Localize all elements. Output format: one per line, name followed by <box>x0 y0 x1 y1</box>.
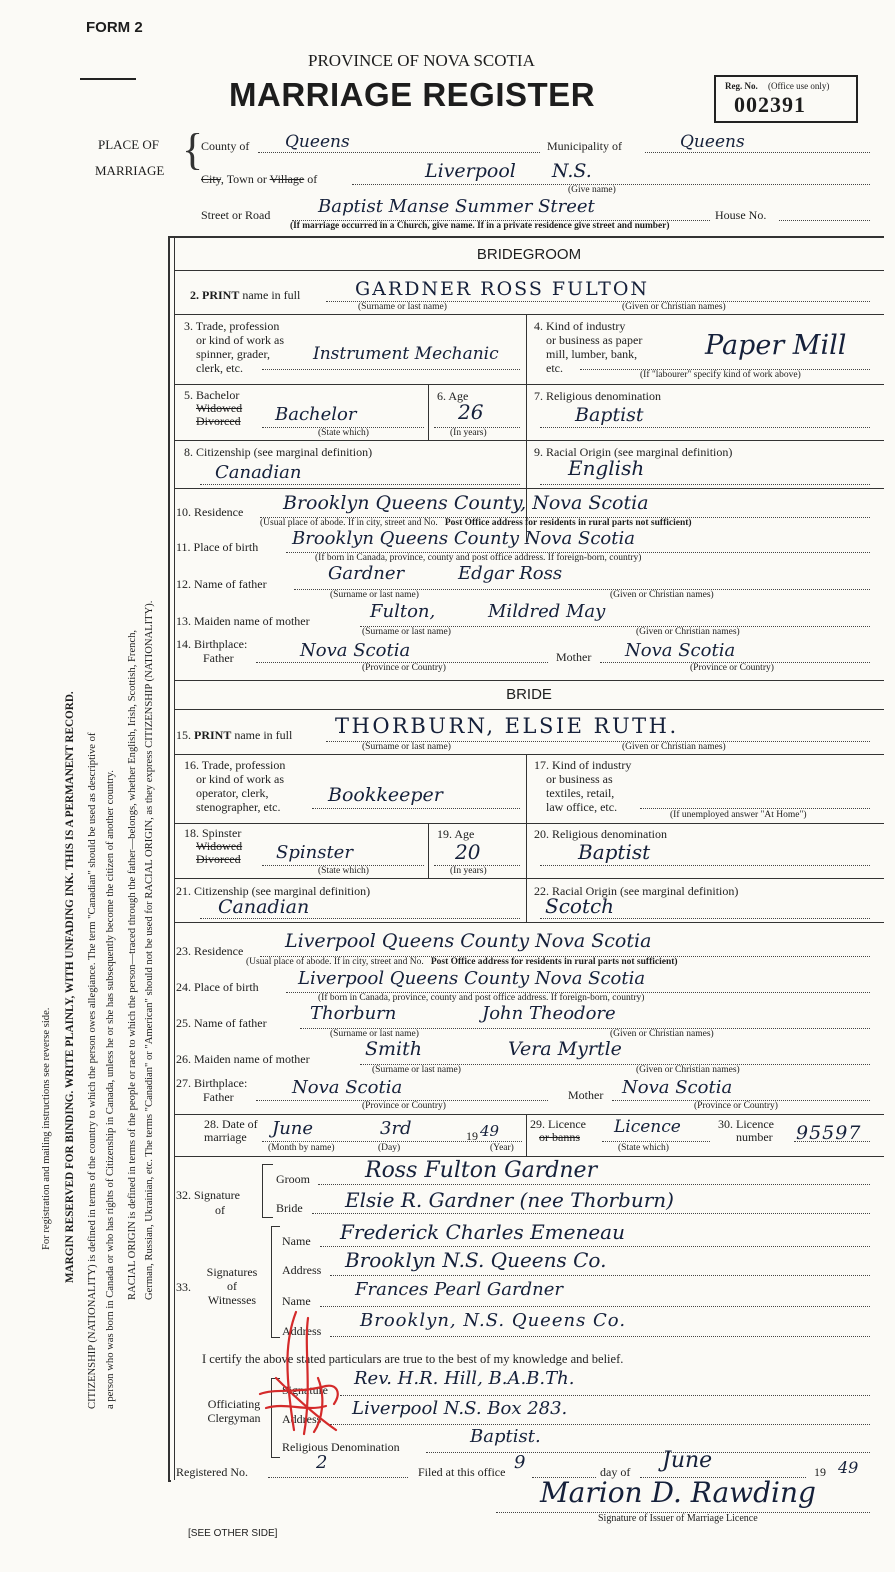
groom-status: Bachelor <box>275 404 357 425</box>
groom-industry: Paper Mill <box>705 330 847 361</box>
margin-racial-2: German, Russian, Ukrainian, etc. The terms "Canadian" or "American" should not be used for RACIAL ORIGIN, as they express CITIZENSHIP (NATIONALITY). <box>144 600 155 1300</box>
place-label-2: MARRIAGE <box>95 163 165 178</box>
groom-residence-note: (Usual place of abode. If in city, street and No. Post Office address for residents in rural parts not sufficient) <box>260 518 692 528</box>
day-caption: (Day) <box>378 1143 401 1153</box>
bride-status: Spinster <box>276 842 353 863</box>
bride-citizenship-label: 21. Citizenship (see marginal definition) <box>176 884 371 898</box>
witness-number: 33. <box>176 1280 191 1294</box>
house-label: House No. <box>715 208 767 222</box>
licence-type: Licence <box>614 1117 681 1137</box>
groom-name-label: 2. PRINT name in full <box>190 288 301 302</box>
signature-label: 32. Signature of <box>176 1188 240 1217</box>
see-other-side: [SEE OTHER SIDE] <box>188 1528 278 1539</box>
date-label: 28. Date of marriage <box>204 1117 258 1144</box>
clergy-religion: Baptist. <box>470 1426 541 1447</box>
bride-birth-label: 24. Place of birth <box>176 980 259 994</box>
give-name-caption: (Give name) <box>568 185 616 195</box>
clergy-address: Liverpool N.S. Box 283. <box>352 1398 568 1419</box>
bride-section-title: BRIDE <box>506 686 552 703</box>
filed-label: Filed at this office <box>418 1465 506 1479</box>
w1-name-label: Name <box>282 1234 311 1248</box>
bride-father-birthplace: Nova Scotia <box>292 1077 403 1098</box>
clergy-label: Officiating Clergyman <box>207 1397 261 1425</box>
filed-year: 49 <box>838 1458 859 1477</box>
groom-status-label: 5. Bachelor Widowed Divorced <box>184 388 243 428</box>
place-label-1: PLACE OF <box>98 137 160 152</box>
licence-number-label: 30. Licence number <box>718 1117 774 1144</box>
groom-mother-birthplace: Nova Scotia <box>625 640 736 661</box>
margin-citizenship-2: a person who was born in Canada or who has rights of Citizenship in Canada, unless he or she has subsequently become the citizen of another country. <box>105 770 116 1409</box>
groom-given-caption: (Given or Christian names) <box>622 302 726 312</box>
filed-day: 9 <box>514 1452 526 1473</box>
registered-number: 2 <box>316 1452 328 1473</box>
issuer-signature: Marion D. Rawding <box>540 1476 816 1509</box>
bride-citizenship: Canadian <box>218 896 310 918</box>
witness-label: Signatures of Witnesses <box>206 1265 258 1307</box>
clergy-signature: Rev. H.R. Hill, B.A.B.Th. <box>354 1368 575 1389</box>
margin-racial-1: RACIAL ORIGIN is defined in terms of the people or race to which the person—traced through the father—belongs, whether English, Irish, Scottish, French, <box>127 629 138 1300</box>
bride-religion: Baptist <box>578 840 651 864</box>
labourer-note: (If "labourer" specify kind of work above) <box>640 370 801 380</box>
groom-name: GARDNER ROSS FULTON <box>355 278 650 300</box>
bride-age-caption: (In years) <box>450 866 487 876</box>
groom-citizenship-label: 8. Citizenship (see marginal definition) <box>184 445 373 459</box>
groom-father-label: 12. Name of father <box>176 577 267 591</box>
groom-mother-label: 13. Maiden name of mother <box>176 614 310 628</box>
groom-mother-surname: Fulton, <box>370 601 436 622</box>
groom-industry-label: 4. Kind of industry or business as paper mill, lumber, bank, etc. <box>534 319 643 375</box>
groom-birth: Brooklyn Queens County Nova Scotia <box>292 528 635 549</box>
bride-racial: Scotch <box>545 894 615 918</box>
bride-trade-label: 16. Trade, profession or kind of work as operator, clerk, stenographer, etc. <box>184 758 286 814</box>
bride-residence: Liverpool Queens County Nova Scotia <box>285 930 652 952</box>
bride-name: THORBURN, ELSIE RUTH. <box>335 714 679 738</box>
w2-name-label: Name <box>282 1294 311 1308</box>
groom-birthplace-label: 14. Birthplace: Father <box>176 637 248 665</box>
bride-surname-caption: (Surname or last name) <box>362 742 451 752</box>
year-caption: (Year) <box>490 1143 514 1153</box>
marriage-month: June <box>272 1118 314 1139</box>
margin-citizenship-1: CITIZENSHIP (NATIONALITY) is defined in terms of the country to which the person owes allegiance. The term "Canadian" should be used as descriptive of <box>87 732 98 1409</box>
bride-mother-birthplace: Nova Scotia <box>622 1077 733 1098</box>
filed-year-prefix: 19 <box>814 1465 826 1479</box>
groom-religion: Baptist <box>575 404 644 426</box>
bride-age: 20 <box>455 840 481 864</box>
groom-trade-label: 3. Trade, profession or kind of work as spinner, grader, clerk, etc. <box>184 319 284 375</box>
groom-mother-given-caption: (Given or Christian names) <box>636 627 740 637</box>
bride-mother-label: 26. Maiden name of mother <box>176 1052 310 1066</box>
reg-office-note: (Office use only) <box>768 81 830 91</box>
w1-address-label: Address <box>282 1263 322 1277</box>
municipality-value: Queens <box>680 132 745 152</box>
bride-father-given-caption: (Given or Christian names) <box>610 1029 714 1039</box>
groom-sig-label: Groom <box>276 1172 310 1186</box>
groom-religion-label: 7. Religious denomination <box>534 389 661 403</box>
groom-surname-caption: (Surname or last name) <box>358 302 447 312</box>
groom-father-province-caption: (Province or Country) <box>362 663 446 673</box>
bride-trade: Bookkeeper <box>328 784 443 806</box>
groom-racial-label: 9. Racial Origin (see marginal definition) <box>534 445 733 459</box>
bride-father-given: John Theodore <box>482 1003 616 1024</box>
w2-address: Brooklyn, N.S. Queens Co. <box>360 1310 627 1331</box>
bride-father-label: 25. Name of father <box>176 1016 267 1030</box>
county-label: County of <box>201 139 250 153</box>
margin-tick <box>80 78 136 80</box>
filed-month: June <box>662 1448 713 1473</box>
groom-age-caption: (In years) <box>450 428 487 438</box>
town-label: City, Town or Village of <box>201 172 318 186</box>
bride-residence-label: 23. Residence <box>176 944 244 958</box>
groom-mother-province-caption: (Province or Country) <box>690 663 774 673</box>
bride-signature: Elsie R. Gardner (nee Thorburn) <box>345 1188 674 1212</box>
day-of-label: day of <box>600 1465 631 1479</box>
w2-address-label: Address <box>282 1324 322 1338</box>
bride-mother-word: Mother <box>568 1088 604 1102</box>
bride-birth-note: (If born in Canada, province, county and post office address. If foreign-born, country) <box>318 993 645 1003</box>
groom-age: 26 <box>458 400 484 424</box>
county-value: Queens <box>285 132 350 152</box>
groom-mother-word: Mother <box>556 650 592 664</box>
marriage-day: 3rd <box>380 1118 412 1139</box>
groom-state-caption: (State which) <box>318 428 369 438</box>
groom-citizenship: Canadian <box>215 462 302 483</box>
groom-residence-label: 10. Residence <box>176 505 244 519</box>
unemployed-note: (If unemployed answer "At Home") <box>670 810 807 820</box>
bride-industry-label: 17. Kind of industry or business as textiles, retail, law office, etc. <box>534 758 632 814</box>
certify-text: I certify the above stated particulars are true to the best of my knowledge and belief. <box>202 1352 624 1366</box>
registered-label: Registered No. <box>176 1465 248 1479</box>
red-ink-mark <box>256 1308 348 1438</box>
bride-mother-given-caption: (Given or Christian names) <box>636 1065 740 1075</box>
margin-binding-note: MARGIN RESERVED FOR BINDING. WRITE PLAINLY, WITH UNFADING INK. THIS IS A PERMANENT RECORD. <box>64 691 76 1283</box>
bride-mother-province-caption: (Province or Country) <box>694 1101 778 1111</box>
groom-father-given: Edgar Ross <box>458 563 563 584</box>
clergy-address-label: Address <box>282 1412 322 1426</box>
bride-residence-note: (Usual place of abode. If in city, street and No. Post Office address for residents in rural parts not sufficient) <box>246 957 678 967</box>
issuer-caption: Signature of Issuer of Marriage Licence <box>598 1513 758 1524</box>
groom-father-birthplace: Nova Scotia <box>300 640 411 661</box>
groom-trade: Instrument Mechanic <box>313 344 499 364</box>
bride-father-surname-caption: (Surname or last name) <box>330 1029 419 1039</box>
reg-number: 002391 <box>734 92 806 117</box>
form-number: FORM 2 <box>86 19 143 36</box>
groom-signature: Ross Fulton Gardner <box>365 1158 598 1183</box>
bride-given-caption: (Given or Christian names) <box>622 742 726 752</box>
licence-number: 95597 <box>796 1122 862 1144</box>
month-caption: (Month by name) <box>268 1143 335 1153</box>
bride-father-surname: Thorburn <box>310 1003 397 1024</box>
groom-mother-given: Mildred May <box>488 601 606 622</box>
bride-religion-label: 20. Religious denomination <box>534 827 667 841</box>
town-value: Liverpool N.S. <box>425 160 592 182</box>
bride-father-province-caption: (Province or Country) <box>362 1101 446 1111</box>
licence-label: 29. Licence or banns <box>530 1117 586 1144</box>
street-label: Street or Road <box>201 208 271 222</box>
groom-birth-note: (If born in Canada, province, county and post office address. If foreign-born, country) <box>315 553 642 563</box>
groom-mother-surname-caption: (Surname or last name) <box>362 627 451 637</box>
street-value: Baptist Manse Summer Street <box>318 196 595 217</box>
municipality-label: Municipality of <box>547 139 622 153</box>
reg-number-box <box>714 75 858 123</box>
w1-name: Frederick Charles Emeneau <box>340 1220 625 1244</box>
marriage-year-prefix: 19 <box>466 1129 478 1143</box>
groom-section-title: BRIDEGROOM <box>476 246 582 263</box>
bride-state-caption: (State which) <box>318 866 369 876</box>
church-note: (If marriage occurred in a Church, give name. If in a private residence give street and number) <box>290 221 670 231</box>
margin-instructions: For registration and mailing instructions see reverse side. <box>41 1007 52 1250</box>
reg-number-label: Reg. No. <box>725 81 758 91</box>
bride-mother-surname: Smith <box>365 1038 422 1060</box>
groom-age-label: 6. Age <box>437 389 469 403</box>
marriage-year: 49 <box>480 1122 500 1140</box>
form-title: MARRIAGE REGISTER <box>229 76 596 113</box>
bride-age-label: 19. Age <box>437 827 475 841</box>
w2-name: Frances Pearl Gardner <box>355 1279 563 1300</box>
bride-birth: Liverpool Queens County Nova Scotia <box>298 968 646 989</box>
bride-name-label: 15. PRINT name in full <box>176 728 293 742</box>
place-brace: { <box>182 125 204 174</box>
bride-sig-label: Bride <box>276 1201 303 1215</box>
bride-status-label: 18. Spinster Widowed Divorced <box>184 826 243 866</box>
province-heading: PROVINCE OF NOVA SCOTIA <box>308 51 535 70</box>
licence-caption: (State which) <box>618 1143 669 1153</box>
groom-father-surname-caption: (Surname or last name) <box>330 590 419 600</box>
bride-birthplace-label: 27. Birthplace: Father <box>176 1076 248 1104</box>
groom-father-given-caption: (Given or Christian names) <box>610 590 714 600</box>
bride-mother-given: Vera Myrtle <box>508 1038 622 1060</box>
w1-address: Brooklyn N.S. Queens Co. <box>345 1248 607 1272</box>
clergy-religion-label: Religious Denomination <box>282 1440 400 1454</box>
bride-mother-surname-caption: (Surname or last name) <box>372 1065 461 1075</box>
groom-father-surname: Gardner <box>328 563 405 584</box>
groom-residence: Brooklyn Queens County, Nova Scotia <box>283 492 649 514</box>
groom-birth-label: 11. Place of birth <box>176 540 259 554</box>
clergy-sig-label: Signature <box>282 1383 328 1397</box>
groom-racial: English <box>568 456 645 480</box>
bride-racial-label: 22. Racial Origin (see marginal definition) <box>534 884 739 898</box>
